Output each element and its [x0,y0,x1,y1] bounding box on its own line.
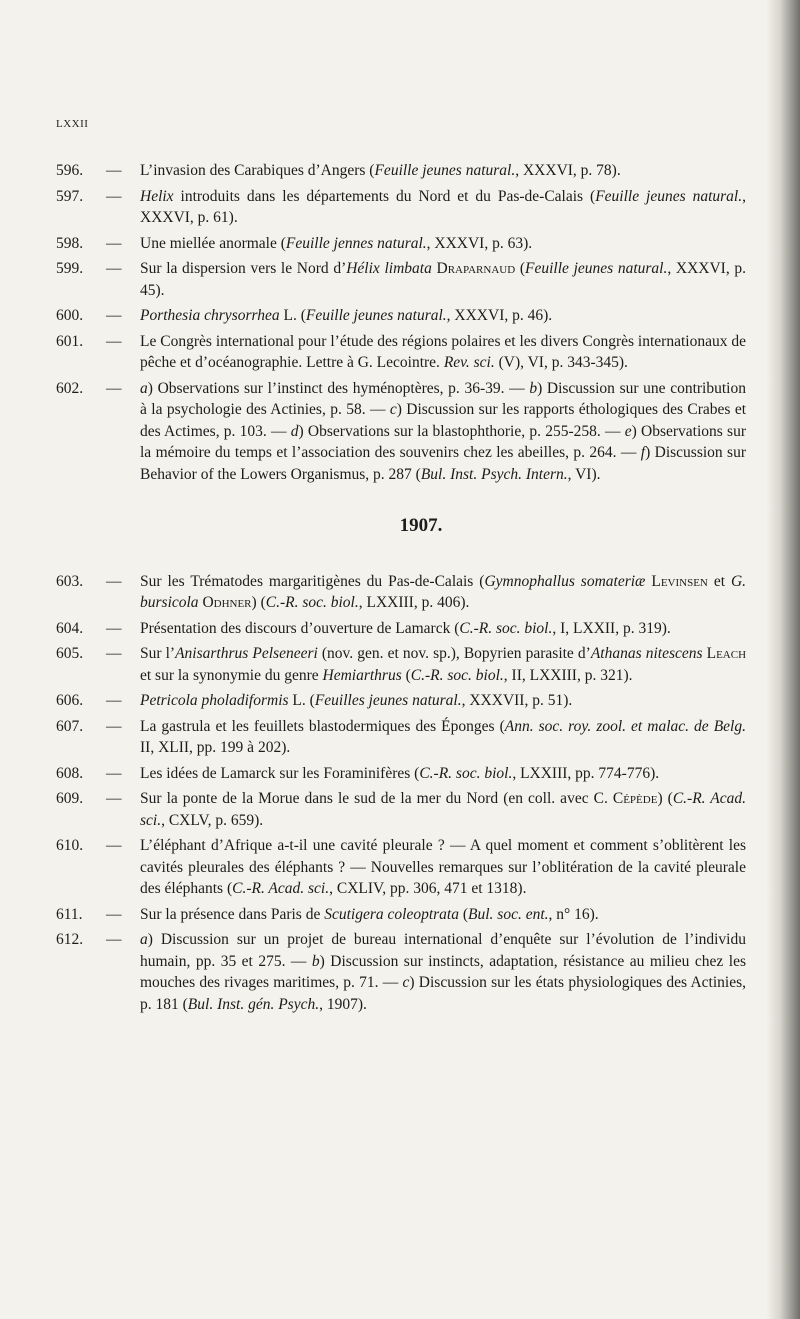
entry-number: 606. [56,692,84,709]
entry-text: L’éléphant d’Afrique a-t-il une cavité pleurale ? — A quel moment et comment s’oblitèrent les cavités pleurales des éléphants ? — Nouvelles remarques sur l’oblitération de la cavité pleurale des éléphants (C.-R. Acad. sci., CXLIV, pp. 306, 471 et 1318). [140,837,746,897]
entry-number: 603. [56,572,84,590]
entry-number: 601. [56,332,84,350]
bibliography-entry [56,305,746,327]
entry-dash: — [106,905,122,923]
bibliography-list [56,160,746,1019]
bibliography-entry [56,643,746,686]
entry-number: 596. [56,162,84,179]
entry-text: Sur la ponte de la Morue dans le sud de la mer du Nord (en coll. avec C. Cépède) (C.-R. Acad. sci., CXLV, p. 659). [140,790,747,829]
entry-number: 610. [56,837,84,854]
entry-dash: — [106,837,122,854]
entry-number: 602. [56,379,84,397]
bibliography-entry [56,258,746,301]
entry-text: Les idées de Lamarck sur les Foraminifères (C.-R. soc. biol., LXXIII, pp. 774-776). [140,764,660,782]
entry-dash: — [106,379,122,397]
bibliography-entry [56,571,746,614]
page-folio: LXXII [56,118,89,130]
bibliography-entry [56,788,746,831]
bibliography-entry [56,618,746,640]
entry-text: L’invasion des Carabiques d’Angers (Feuille jeunes natural., XXXVI, p. 78). [140,162,621,179]
entry-number: 604. [56,619,84,637]
entry-text: a) Discussion sur un projet de bureau international d’enquête sur l’évolution de l’individu humain, pp. 35 et 275. — b) Discussion sur instincts, adaptation, résistance au milieu chez les mouches des rivages maritimes, p. 71. — c) Discussion sur les états physiologiques des Actinies, p. 181 (Bul. Inst. gén. Psych., 1907). [140,931,746,1013]
entry-number: 611. [56,905,83,923]
entries-1906 [56,160,746,485]
bibliography-entry [56,929,746,1015]
entry-dash: — [106,187,122,205]
entry-text: La gastrula et les feuillets blastodermiques des Éponges (Ann. soc. roy. zool. et malac. de Belg. II, XLII, pp. 199 à 202). [140,717,746,756]
entry-dash: — [106,234,122,252]
entries-1907 [56,571,746,1016]
entry-text: Sur l’Anisarthrus Pelseneeri (nov. gen. et nov. sp.), Bopyrien parasite d’Athanas nitescens Leach et sur la synonymie du genre Hemiarthrus (C.-R. soc. biol., II, LXXIII, p. 321). [140,645,747,684]
entry-number: 608. [56,764,84,782]
entry-text: Petricola pholadiformis L. (Feuilles jeunes natural., XXXVII, p. 51). [140,692,573,709]
entry-text: Le Congrès international pour l’étude des régions polaires et les divers Congrès internationaux de pêche et d’océanographie. Lettre à G. Lecointre. Rev. sci. (V), VI, p. 343-345). [140,332,746,371]
bibliography-entry [56,233,746,255]
entry-dash: — [106,790,122,807]
entry-text: Sur la dispersion vers le Nord d’Hélix limbata Draparnaud (Feuille jeunes natural., XXXVI, p. 45). [140,260,747,299]
entry-dash: — [106,307,122,324]
bibliography-entry [56,331,746,374]
bibliography-entry [56,378,746,486]
page-edge-shadow [766,0,800,1319]
year-heading: 1907. [399,515,443,536]
bibliography-entry [56,835,746,900]
entry-text: a) Observations sur l’instinct des hyménoptères, p. 36-39. — b) Discussion sur une contribution à la psychologie des Actinies, p. 58. — c) Discussion sur les rapports éthologiques des Crabes et des Actimes, p. 103. — d) Observations sur la blastophthorie, p. 255-258. — e) Observations sur la mémoire du temps et l’association des souvenirs chez les abeilles, p. 264. — f) Discussion sur Behavior of the Lowers Organismus, p. 287 (Bul. Inst. Psych. Intern., VI). [140,379,747,483]
entry-dash: — [106,692,122,709]
bibliography-entry [56,186,746,229]
bibliography-entry [56,690,746,712]
entry-dash: — [106,572,122,590]
entry-text: Porthesia chrysorrhea L. (Feuille jeunes natural., XXXVI, p. 46). [140,307,553,324]
entry-dash: — [106,619,122,637]
entry-number: 612. [56,931,84,948]
bibliography-entry [56,160,746,182]
bibliography-entry [56,716,746,759]
entry-dash: — [106,162,122,179]
entry-text: Présentation des discours d’ouverture de Lamarck (C.-R. soc. biol., I, LXXII, p. 319). [140,619,671,637]
entry-number: 607. [56,717,84,735]
entry-number: 609. [56,790,84,807]
entry-dash: — [106,260,122,277]
entry-number: 598. [56,234,84,252]
entry-text: Helix introduits dans les départements du Nord et du Pas-de-Calais (Feuille jeunes natural., XXXVI, p. 61). [140,187,746,226]
entry-text: Sur la présence dans Paris de Scutigera coleoptrata (Bul. soc. ent., n° 16). [140,905,599,923]
entry-dash: — [106,764,122,782]
entry-number: 605. [56,645,84,662]
entry-number: 597. [56,187,84,205]
entry-text: Une miellée anormale (Feuille jennes natural., XXXVI, p. 63). [140,234,533,252]
entry-number: 600. [56,307,84,324]
entry-dash: — [106,332,122,350]
bibliography-entry [56,904,746,926]
entry-number: 599. [56,260,84,277]
entry-dash: — [106,645,122,662]
entry-text: Sur les Trématodes margaritigènes du Pas-de-Calais (Gymnophallus somateriæ Levinsen et G. bursicola Odhner) (C.-R. soc. biol., LXXIII, p. 406). [140,572,747,611]
entry-dash: — [106,717,122,735]
entry-dash: — [106,931,122,948]
bibliography-entry [56,763,746,785]
